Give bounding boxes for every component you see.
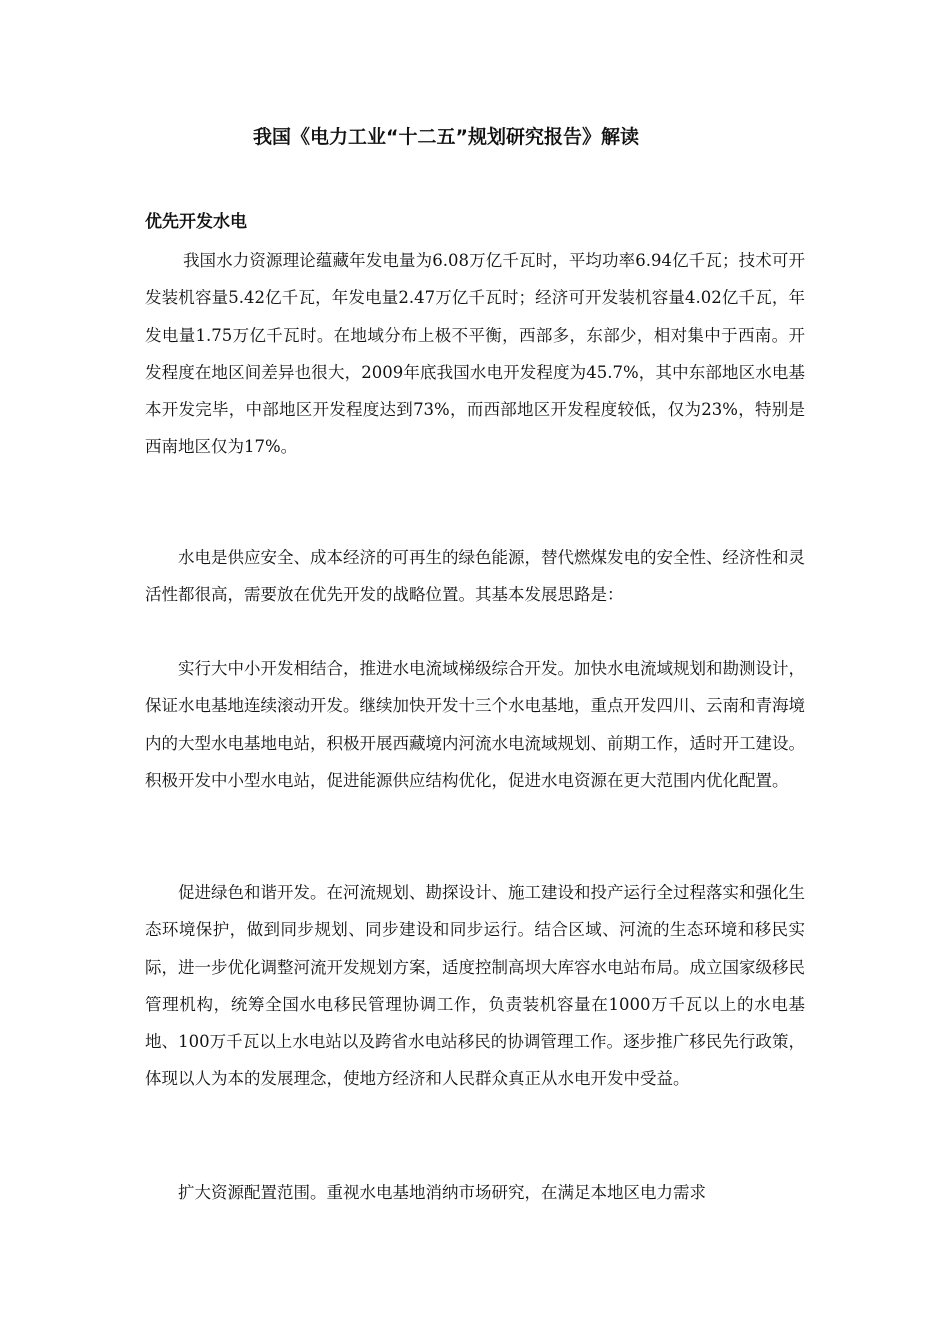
paragraph-hydro-resources: 我国水力资源理论蕴藏年发电量为6.08万亿千瓦时，平均功率6.94亿千瓦；技术可开发装机容量5.42亿千瓦，年发电量2.47万亿千瓦时；经济可开发装机容量4.02亿千瓦，年发电量1.75万亿千瓦时。在地域分布上极不平衡，西部多，东部少，相对集中于西南。开发程度在地区间差异也很大，2009年底我国水电开发程度为45.7%，其中东部地区水电基本开发完毕，中部地区开发程度达到73%，而西部地区开发程度较低，仅为23%，特别是西南地区仅为17%。 xyxy=(145,251,805,457)
document-title: 我国《电力工业“十二五”规划研究报告》解读 xyxy=(253,126,639,148)
paragraph-cascade-development: 实行大中小开发相结合，推进水电流域梯级综合开发。加快水电流域规划和勘测设计，保证水电基地连续滚动开发。继续加快开发十三个水电基地，重点开发四川、云南和青海境内的大型水电基地电站，积极开展西藏境内河流水电流域规划、前期工作，适时开工建设。积极开发中小型水电站，促进能源供应结构优化，促进水电资源在更大范围内优化配置。 xyxy=(145,659,805,790)
section-heading: 优先开发水电 xyxy=(145,212,247,232)
paragraph-resource-allocation: 扩大资源配置范围。重视水电基地消纳市场研究，在满足本地区电力需求 xyxy=(178,1183,706,1202)
paragraph-hydro-strategy: 水电是供应安全、成本经济的可再生的绿色能源，替代燃煤发电的安全性、经济性和灵活性都很高，需要放在优先开发的战略位置。其基本发展思路是： xyxy=(145,548,805,605)
paragraph-green-development: 促进绿色和谐开发。在河流规划、勘探设计、施工建设和投产运行全过程落实和强化生态环境保护，做到同步规划、同步建设和同步运行。结合区域、河流的生态环境和移民实际，进一步优化调整河流开发规划方案，适度控制高坝大库容水电站布局。成立国家级移民管理机构，统筹全国水电移民管理协调工作，负责装机容量在1000万千瓦以上的水电基地、100万千瓦以上水电站以及跨省水电站移民的协调管理工作。逐步推广移民先行政策，体现以人为本的发展理念，使地方经济和人民群众真正从水电开发中受益。 xyxy=(145,883,805,1089)
